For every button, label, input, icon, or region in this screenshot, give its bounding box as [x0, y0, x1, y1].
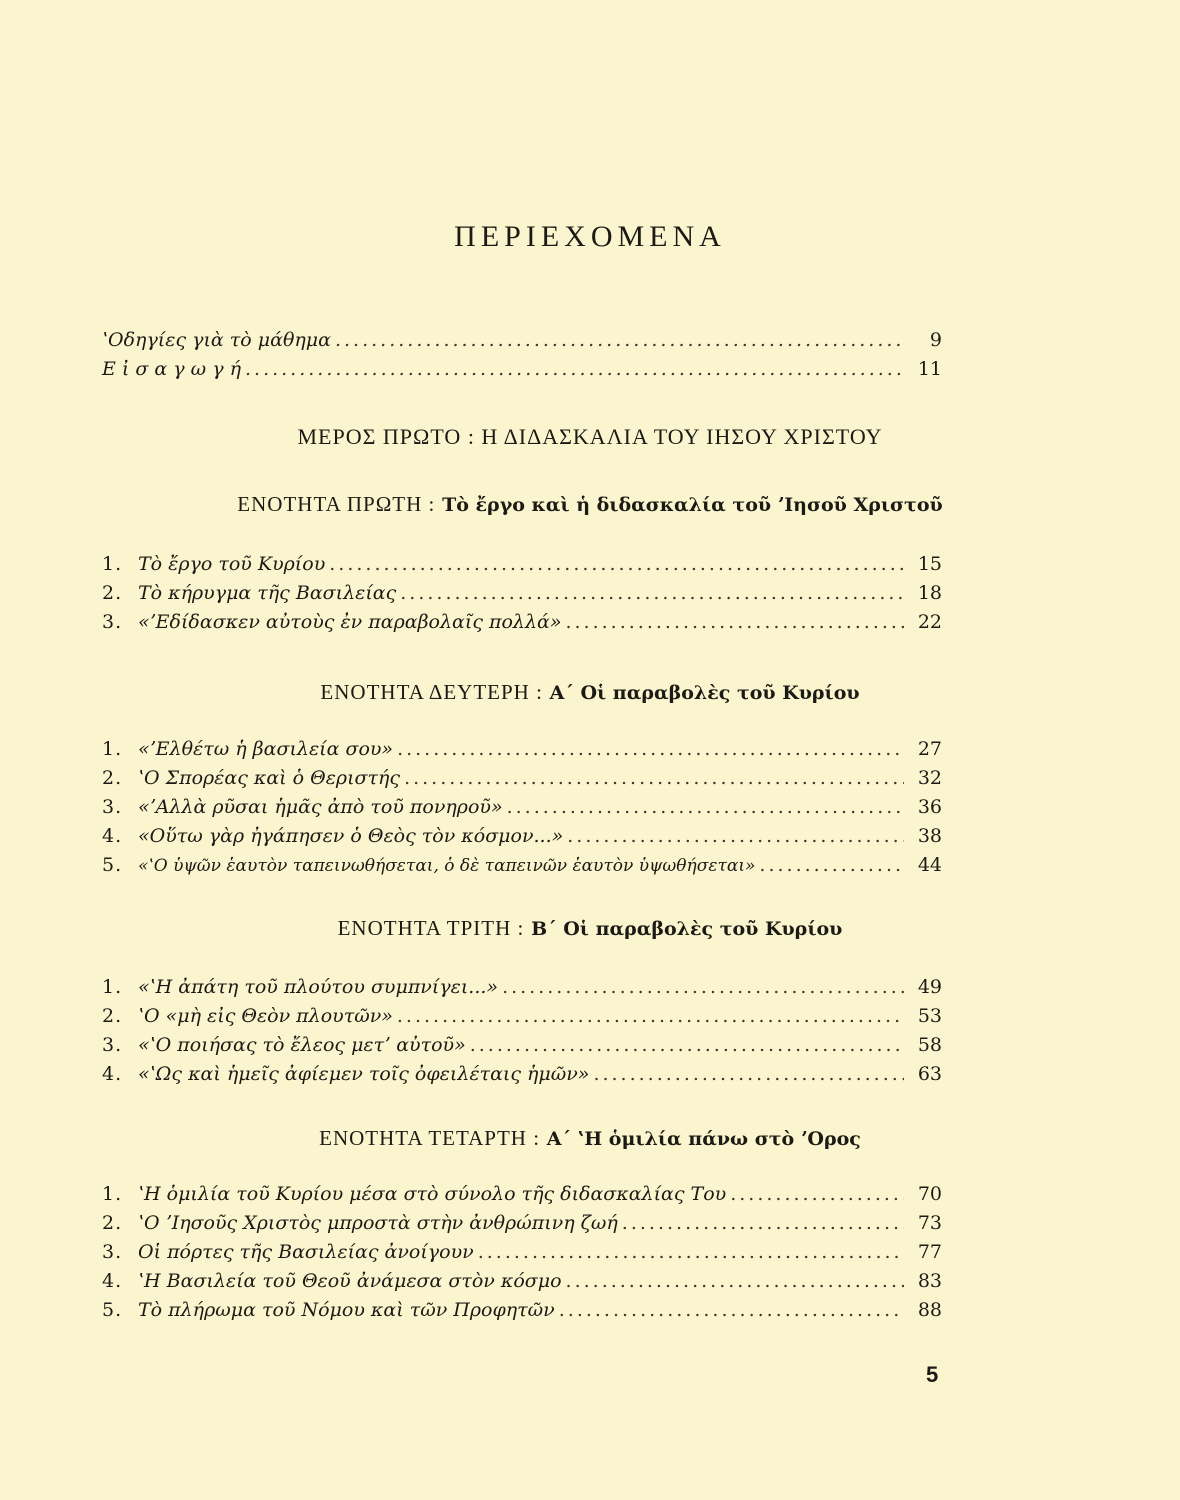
page-title: ΠΕΡΙΕΧΟΜΕΝΑ [454, 220, 726, 253]
toc-entry-number: 3. [102, 1034, 123, 1056]
toc-entry-label: ʽΟδηγίες γιὰ τὸ μάθημα [102, 329, 331, 351]
toc-entry[interactable] [102, 611, 942, 639]
toc-entry-number: 5. [102, 854, 123, 876]
unit-heading [0, 680, 1180, 705]
toc-entry-page: 11 [917, 358, 942, 380]
dot-leader [567, 825, 904, 847]
toc-entry-label: ʽΟ Σπορέας καὶ ὁ Θεριστής [138, 767, 401, 789]
toc-entry-label: «ʽΟ ποιήσας τὸ ἔλεος μετʼ αὐτοῦ» [138, 1034, 466, 1056]
part-heading: ΜΕΡΟΣ ΠΡΩΤΟ : Η ΔΙΔΑΣΚΑΛΙΑ ΤΟΥ ΙΗΣΟΥ ΧΡΙΣΤΟΥ [297, 424, 883, 449]
toc-entry-page: 18 [917, 582, 942, 604]
dot-leader [559, 1299, 904, 1321]
dot-leader [730, 1183, 904, 1205]
toc-entry-label: ʽΗ ὁμιλία τοῦ Κυρίου μέσα στὸ σύνολο τῆς διδασκαλίας Του [138, 1183, 727, 1205]
toc-entry-page: 44 [917, 854, 942, 876]
toc-entry-number: 1. [102, 738, 123, 760]
toc-entry-label: «ʽΟ ὑψῶν ἑαυτὸν ταπεινωθήσεται, ὁ δὲ ταπεινῶν ἑαυτὸν ὑψωθήσεται» [138, 856, 756, 876]
toc-entry[interactable] [102, 1212, 942, 1240]
toc-entry[interactable] [102, 1299, 942, 1327]
unit-heading [0, 1126, 1180, 1151]
toc-entry-label: Οἱ πόρτες τῆς Βασιλείας ἀνοίγουν [138, 1241, 474, 1263]
toc-entry[interactable] [102, 738, 942, 766]
toc-entry[interactable] [102, 1005, 942, 1033]
toc-entry-page: 22 [917, 611, 942, 633]
toc-entry-page: 63 [917, 1063, 942, 1085]
dot-leader [622, 1212, 904, 1234]
toc-entry-label: Τὸ πλήρωμα τοῦ Νόμου καὶ τῶν Προφητῶν [138, 1299, 555, 1321]
toc-entry-page: 9 [929, 329, 942, 351]
toc-entry[interactable] [102, 1270, 942, 1298]
dot-leader [335, 329, 904, 351]
unit-label: ΕΝΟΤΗΤΑ ΔΕΥΤΕΡΗ : [320, 680, 543, 704]
toc-entry-label: Τὸ ἔργο τοῦ Κυρίου [138, 553, 326, 575]
page-number: 5 [926, 1362, 939, 1387]
toc-entry[interactable] [102, 825, 942, 853]
unit-label: ΕΝΟΤΗΤΑ ΤΕΤΑΡΤΗ : [319, 1126, 541, 1150]
dot-leader [400, 582, 904, 604]
toc-entry-page: 15 [917, 553, 942, 575]
dot-leader [566, 1270, 904, 1292]
toc-entry-number: 2. [102, 1212, 123, 1234]
toc-entry[interactable] [102, 329, 942, 357]
dot-leader [478, 1241, 904, 1263]
toc-entry-number: 5. [102, 1299, 123, 1321]
toc-entry-number: 1. [102, 976, 123, 998]
toc-entry[interactable] [102, 976, 942, 1004]
toc-entry-label: «ʽΩς καὶ ἡμεῖς ἀφίεμεν τοῖς ὀφειλέταις ἡμῶν» [138, 1063, 590, 1085]
toc-entry-page: 53 [917, 1005, 942, 1027]
toc-entry-number: 3. [102, 611, 123, 633]
toc-entry-label: Ε ἰ σ α γ ω γ ή [102, 358, 241, 380]
toc-entry[interactable] [102, 582, 942, 610]
toc-entry-page: 88 [917, 1299, 942, 1321]
toc-entry[interactable] [102, 767, 942, 795]
toc-entry-number: 4. [102, 825, 123, 847]
toc-entry-label: «ʽΗ ἀπάτη τοῦ πλούτου συμπνίγει...» [138, 976, 499, 998]
toc-entry-number: 1. [102, 1183, 123, 1205]
dot-leader [329, 553, 904, 575]
dot-leader [565, 611, 904, 633]
toc-entry-page: 70 [917, 1183, 942, 1205]
toc-entry-page: 36 [917, 796, 942, 818]
toc-entry-page: 27 [917, 738, 942, 760]
toc-entry[interactable] [102, 1034, 942, 1062]
unit-heading [0, 916, 1180, 941]
toc-entry-label: Τὸ κήρυγμα τῆς Βασιλείας [138, 582, 397, 604]
toc-entry-page: 77 [917, 1241, 942, 1263]
toc-entry-label: «Οὕτω γὰρ ἠγάπησεν ὁ Θεὸς τὸν κόσμον...» [138, 825, 564, 847]
toc-entry-page: 49 [917, 976, 942, 998]
unit-title: Α΄ ʽΗ ὁμιλία πάνω στὸ ʼΟρος [546, 1128, 861, 1150]
toc-entry-page: 58 [917, 1034, 942, 1056]
dot-leader [245, 358, 904, 380]
toc-entry-label: «ʼΑλλὰ ρῦσαι ἡμᾶς ἀπὸ τοῦ πονηροῦ» [138, 796, 503, 818]
unit-label: ΕΝΟΤΗΤΑ ΤΡΙΤΗ : [337, 916, 525, 940]
unit-title: Β΄ Οἱ παραβολὲς τοῦ Κυρίου [531, 918, 843, 940]
toc-entry-page: 83 [917, 1270, 942, 1292]
unit-title: Τὸ ἔργο καὶ ἡ διδασκαλία τοῦ ʼΙησοῦ Χριστοῦ [442, 494, 943, 516]
toc-entry-label: ʽΟ ʼΙησοῦς Χριστὸς μπροστὰ στὴν ἀνθρώπινη ζωή [138, 1212, 618, 1234]
toc-entry[interactable] [102, 1241, 942, 1269]
dot-leader [397, 1005, 904, 1027]
dot-leader [502, 976, 904, 998]
toc-entry-label: ʽΗ Βασιλεία τοῦ Θεοῦ ἀνάμεσα στὸν κόσμο [138, 1270, 562, 1292]
toc-entry[interactable] [102, 1183, 942, 1211]
dot-leader [470, 1034, 904, 1056]
toc-entry[interactable] [102, 854, 942, 882]
dot-leader [404, 767, 904, 789]
dot-leader [397, 738, 904, 760]
toc-entry[interactable] [102, 796, 942, 824]
unit-label: ΕΝΟΤΗΤΑ ΠΡΩΤΗ : [237, 492, 436, 516]
toc-entry[interactable] [102, 1063, 942, 1091]
toc-entry-number: 2. [102, 582, 123, 604]
dot-leader [759, 854, 904, 876]
toc-entry[interactable] [102, 553, 942, 581]
toc-entry-number: 3. [102, 796, 123, 818]
toc-entry-number: 3. [102, 1241, 123, 1263]
toc-entry-label: «ʼΕλθέτω ἡ βασιλεία σου» [138, 738, 394, 760]
toc-entry-page: 73 [917, 1212, 942, 1234]
toc-entry-label: «ʼΕδίδασκεν αὐτοὺς ἐν παραβολαῖς πολλά» [138, 611, 562, 633]
toc-entry-page: 32 [917, 767, 942, 789]
dot-leader [507, 796, 904, 818]
toc-entry-page: 38 [917, 825, 942, 847]
dot-leader [593, 1063, 904, 1085]
toc-entry-number: 2. [102, 1005, 123, 1027]
toc-entry-number: 1. [102, 553, 123, 575]
unit-heading [0, 492, 1180, 517]
toc-entry-number: 4. [102, 1063, 123, 1085]
toc-entry[interactable] [102, 358, 942, 386]
toc-entry-number: 4. [102, 1270, 123, 1292]
toc-entry-label: ʽΟ «μὴ εἰς Θεὸν πλουτῶν» [138, 1005, 393, 1027]
toc-entry-number: 2. [102, 767, 123, 789]
unit-title: Α΄ Οἱ παραβολὲς τοῦ Κυρίου [549, 682, 860, 704]
